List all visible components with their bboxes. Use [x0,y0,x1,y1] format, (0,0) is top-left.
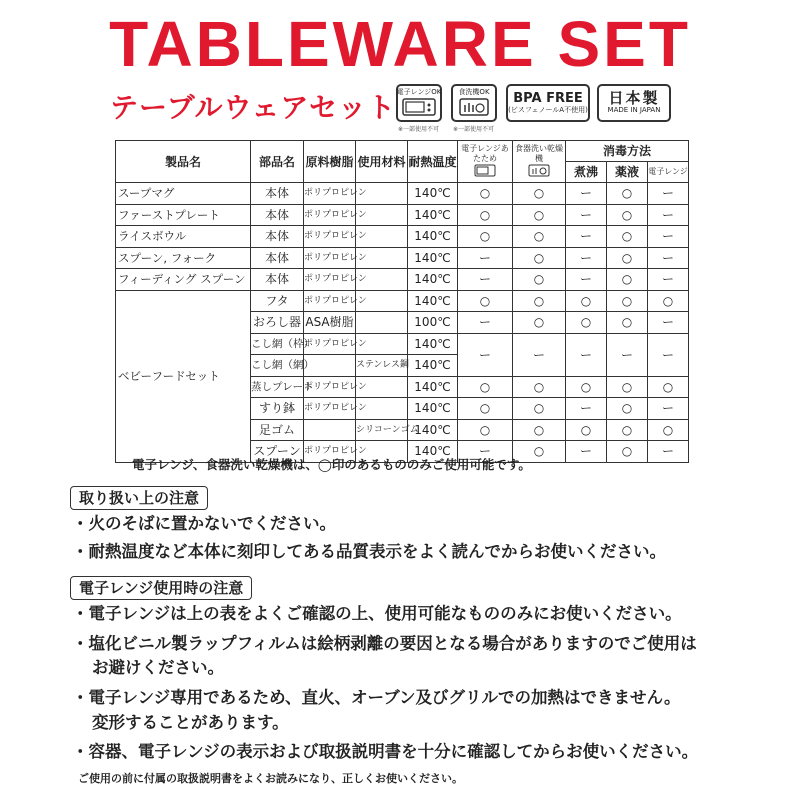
cell-part: 蒸しプレート [251,376,304,398]
table-note: 電子レンジ、食器洗い乾燥機は、◯印のあるもののみご使用可能です。 [132,457,531,472]
cell-mwd: ○ [648,419,689,441]
cell-material: ポリプロピレン [304,269,356,291]
cell-material: ポリプロピレン [304,226,356,248]
cell-mw: ー [458,247,513,269]
microwave-badge-note: ※一部使用不可 [398,126,440,133]
cell-mw: ○ [458,183,513,205]
microwave-caution-item: ・電子レンジは上の表をよくご確認の上、使用可能なもののみにお使いください。 [72,604,682,623]
microwave-caution-item-cont: 変形することがあります。 [92,713,289,732]
cell-boil: ー [566,247,607,269]
cell-heat: 140℃ [408,247,458,269]
cell-boil: ー [566,333,607,376]
cell-mwd: ー [648,441,689,463]
table-row [116,247,689,269]
cell-boil: ○ [566,419,607,441]
col-part: 部品名 [251,141,304,183]
cell-boil: ー [566,183,607,205]
cell-mwd: ー [648,269,689,291]
cell-chem: ○ [607,204,648,226]
page-subtitle: テーブルウェアセット [110,91,397,124]
table-row [116,204,689,226]
cell-chem: ○ [607,376,648,398]
cell-product: スプーン, フォーク [116,247,251,269]
cell-part: 本体 [251,247,304,269]
cell-mwd: ー [648,398,689,420]
cell-material: ポリプロピレン [304,290,356,312]
cell-mw: ー [458,312,513,334]
cell-chem: ー [607,333,648,376]
cell-material: ASA樹脂 [304,312,356,334]
cell-heat: 140℃ [408,355,458,377]
cell-product: フィーディング スプーン [116,269,251,291]
cell-heat: 140℃ [408,333,458,355]
cell-dw: ○ [513,226,566,248]
cell-dw: ○ [513,441,566,463]
dishwasher-badge-label: 食洗機OK [458,88,490,96]
cell-use: ステンレス鋼 [356,355,408,377]
cell-part: 本体 [251,269,304,291]
cell-part: フタ [251,290,304,312]
cell-boil: ○ [566,290,607,312]
col-use-material: 使用材料 [356,141,408,183]
cell-mwd: ー [648,247,689,269]
cell-dw: ○ [513,269,566,291]
cell-mwd: ○ [648,290,689,312]
cell-part: おろし器 [251,312,304,334]
cell-heat: 140℃ [408,441,458,463]
table-row [116,290,689,312]
cell-use: シリコーンゴム [356,419,408,441]
bpa-free-badge [506,84,590,122]
cell-heat: 100℃ [408,312,458,334]
cell-product: ライスボウル [116,226,251,248]
cell-chem: ○ [607,290,648,312]
cell-material: ポリプロピレン [304,333,356,355]
table-row [116,183,689,205]
col-dishwasher [513,141,566,183]
cell-heat: 140℃ [408,204,458,226]
cell-mwd: ー [648,312,689,334]
cell-material: ポリプロピレン [304,398,356,420]
cell-part: 本体 [251,226,304,248]
cell-part: すり鉢 [251,398,304,420]
cell-material: ポリプロピレン [304,183,356,205]
cell-heat: 140℃ [408,419,458,441]
cell-material: ポリプロピレン [304,204,356,226]
table-header-row [116,141,689,162]
cell-mw: ー [458,269,513,291]
cell-boil: ー [566,226,607,248]
cell-chem: ○ [607,398,648,420]
cell-mw: ー [458,441,513,463]
cell-mw: ○ [458,290,513,312]
microwave-caution-item: ・塩化ビニル製ラップフィルムは絵柄剥離の要因となる場合がありますのでご使用は [72,634,697,653]
cell-chem: ○ [607,183,648,205]
cell-material: ポリプロピレン [304,247,356,269]
cell-part: こし網（枠） [251,333,304,355]
cell-heat: 140℃ [408,269,458,291]
cell-heat: 140℃ [408,226,458,248]
cell-heat: 140℃ [408,290,458,312]
handling-title: 取り扱い上の注意 [70,486,208,510]
cell-use [356,312,408,334]
bpa-free-sub: (ビスフェノールA不使用) [508,106,588,114]
cell-mwd: ○ [648,376,689,398]
handling-item: ・火のそばに置かないでください。 [72,514,336,533]
col-chemical: 薬液 [607,162,648,183]
table-row [116,226,689,248]
cell-boil: ○ [566,312,607,334]
microwave-badge-label: 電子レンジOK [396,88,442,96]
cell-chem: ○ [607,441,648,463]
cell-chem: ○ [607,269,648,291]
cell-material: ポリプロピレン [304,441,356,463]
cell-dw: ○ [513,290,566,312]
cell-dw: ー [513,333,566,376]
cell-chem: ○ [607,226,648,248]
dishwasher-icon [457,97,491,117]
cell-mw: ○ [458,419,513,441]
cell-material [304,419,356,441]
col-dishwasher-label: 食器洗い乾燥機 [515,143,563,163]
cell-mw: ー [458,333,513,376]
col-material: 原料樹脂 [304,141,356,183]
cell-part: 本体 [251,204,304,226]
microwave-caution-item: ・電子レンジ専用であるため、直火、オーブン及びグリルでの加熱はできません。 [72,688,681,707]
cell-dw: ○ [513,376,566,398]
made-in-japan-sub: MADE IN JAPAN [607,106,661,114]
cell-boil: ー [566,441,607,463]
cell-mw: ○ [458,204,513,226]
cell-dw: ○ [513,183,566,205]
cell-mwd: ー [648,204,689,226]
bpa-free-label: BPA FREE [513,91,583,106]
cell-boil: ー [566,398,607,420]
cell-dw: ○ [513,312,566,334]
cell-mwd: ー [648,333,689,376]
col-microwave-disinfect: 電子レンジ [648,162,689,183]
dishwasher-badge-note: ※一部使用不可 [453,126,495,133]
microwave-caution-title: 電子レンジ使用時の注意 [70,576,252,600]
col-heat: 耐熱温度 [408,141,458,183]
cell-chem: ○ [607,247,648,269]
footnote: ご使用の前に付属の取扱説明書をよくお読みになり、正しくお使いください。 [78,772,463,785]
cell-product: ファーストプレート [116,204,251,226]
cell-mwd: ー [648,226,689,248]
cell-mwd: ー [648,183,689,205]
made-in-japan-label: 日本製 [608,89,660,107]
cell-heat: 140℃ [408,376,458,398]
cell-chem: ○ [607,419,648,441]
cell-part: 本体 [251,183,304,205]
cell-chem: ○ [607,312,648,334]
cell-dw: ○ [513,398,566,420]
cell-product-baby-food-set: ベビーフードセット [116,290,251,462]
cell-part: こし網（網） [251,355,304,377]
table-row [116,269,689,291]
cell-dw: ○ [513,247,566,269]
col-boil: 煮沸 [566,162,607,183]
col-disinfect: 消毒方法 [566,141,689,162]
cell-dw: ○ [513,204,566,226]
microwave-badge [396,84,442,122]
microwave-icon [474,164,496,177]
spec-table [115,140,689,463]
cell-heat: 140℃ [408,183,458,205]
dishwasher-badge [451,84,497,122]
microwave-caution-item-cont: お避けください。 [92,658,224,677]
page-title: TABLEWARE SET [109,8,691,80]
microwave-icon [402,97,436,117]
dishwasher-icon [528,164,550,177]
cell-mw: ○ [458,226,513,248]
cell-part: 足ゴム [251,419,304,441]
col-microwave-label: 電子レンジあたため [461,143,509,163]
cell-material: ポリプロピレン [304,376,356,398]
cell-product: スープマグ [116,183,251,205]
cell-boil: ○ [566,376,607,398]
cell-heat: 140℃ [408,398,458,420]
cell-boil: ー [566,204,607,226]
cell-dw: ○ [513,419,566,441]
microwave-caution-item: ・容器、電子レンジの表示および取扱説明書を十分に確認してからお使いください。 [72,742,699,761]
col-product: 製品名 [116,141,251,183]
cell-mw: ○ [458,376,513,398]
handling-item: ・耐熱温度など本体に刻印してある品質表示をよく読んでからお使いください。 [72,542,666,561]
col-microwave [458,141,513,183]
cell-mw: ○ [458,398,513,420]
cell-boil: ー [566,269,607,291]
made-in-japan-badge [597,84,671,122]
cell-part: スプーン [251,441,304,463]
